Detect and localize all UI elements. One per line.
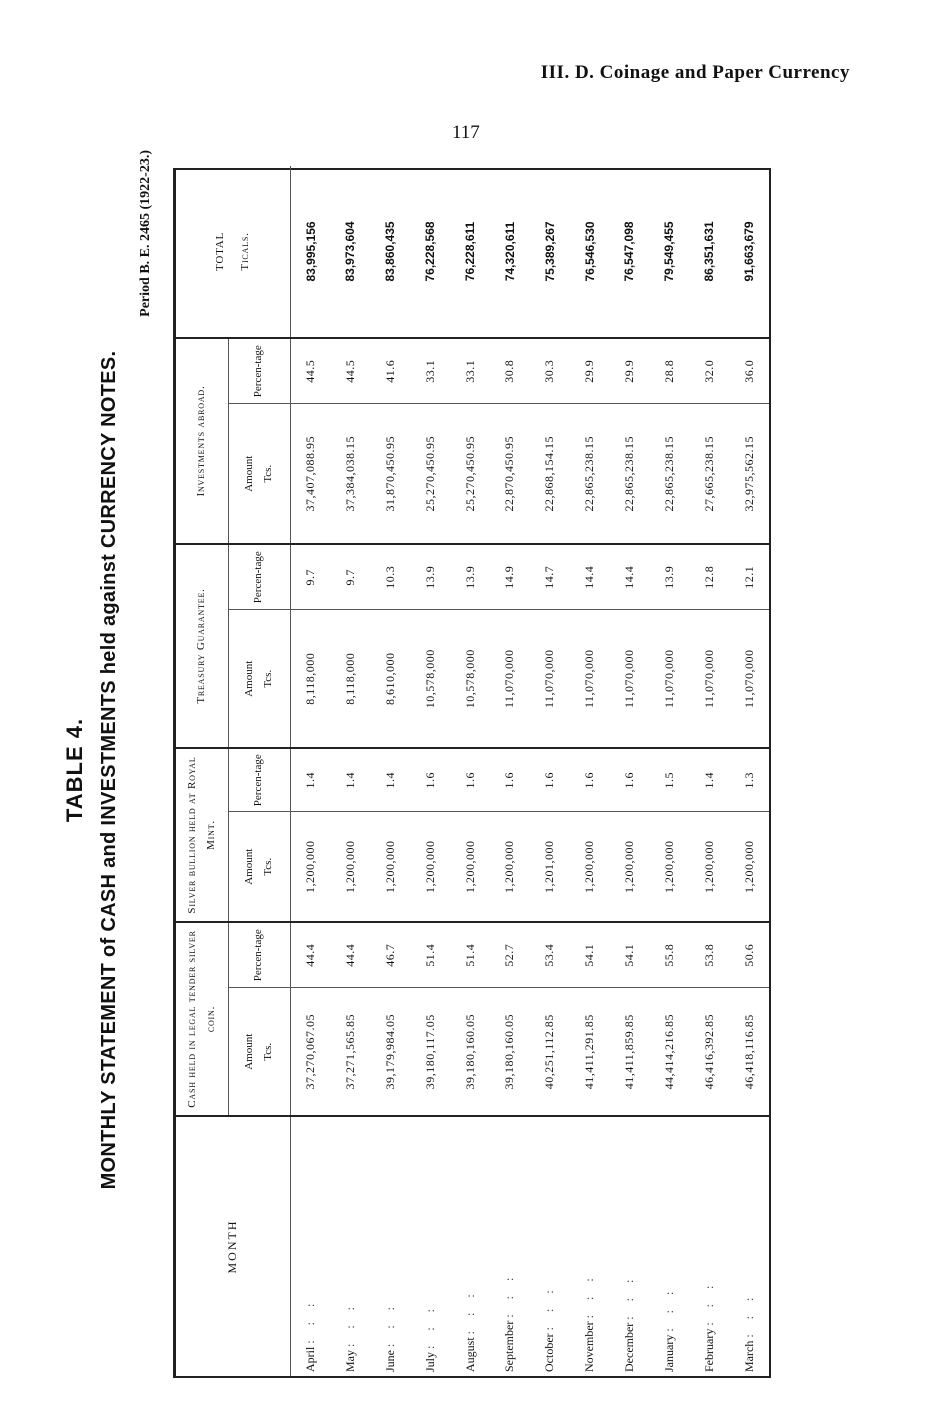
bullion-pct-cell: 1.6 bbox=[410, 748, 450, 812]
table-row bbox=[729, 166, 769, 1376]
month-name: August bbox=[462, 1337, 477, 1372]
treasury-amount-cell: 8,118,000 bbox=[331, 610, 371, 748]
leader-dots: : : : bbox=[303, 1297, 318, 1344]
treasury-amount-cell: 8,118,000 bbox=[290, 610, 331, 748]
investments-amount-cell: 22,865,238.15 bbox=[649, 404, 689, 544]
leader-dots: : : : bbox=[502, 1271, 517, 1318]
investments-pct-cell: 33.1 bbox=[450, 338, 490, 404]
treasury-amount-cell: 11,070,000 bbox=[689, 610, 729, 748]
header-cash-amount bbox=[228, 988, 290, 1116]
treasury-pct-cell: 9.7 bbox=[290, 544, 331, 610]
table-row bbox=[649, 166, 689, 1376]
month-cell bbox=[331, 1116, 371, 1376]
bullion-pct-cell: 1.6 bbox=[609, 748, 649, 812]
bullion-pct-cell: 1.6 bbox=[570, 748, 610, 812]
investments-pct-cell: 28.8 bbox=[649, 338, 689, 404]
bullion-pct-cell: 1.5 bbox=[649, 748, 689, 812]
treasury-amount-cell: 10,578,000 bbox=[450, 610, 490, 748]
bullion-pct-cell: 1.6 bbox=[530, 748, 570, 812]
total-cell: 83,973,604 bbox=[343, 221, 358, 282]
cash-amount-cell: 40,251,112.85 bbox=[530, 988, 570, 1116]
header-unit-label: Tcs. bbox=[262, 857, 274, 876]
total-cell: 76,228,568 bbox=[423, 221, 438, 282]
cash-amount-cell: 46,418,116.85 bbox=[729, 988, 769, 1116]
header-total-unit: Ticals. bbox=[238, 232, 251, 271]
leader-dots: : : : bbox=[382, 1300, 397, 1347]
leader-dots: : : : bbox=[582, 1272, 597, 1319]
month-cell bbox=[410, 1116, 450, 1376]
header-unit-label: Tcs. bbox=[262, 669, 274, 688]
table-number: TABLE 4. bbox=[62, 717, 87, 823]
cash-pct-cell: 53.8 bbox=[689, 922, 729, 988]
month-name: February bbox=[701, 1328, 716, 1372]
bullion-pct-cell: 1.6 bbox=[450, 748, 490, 812]
month-name: November bbox=[582, 1321, 597, 1372]
month-name: January bbox=[661, 1334, 676, 1372]
header-treasury-percentage: Percen-tage bbox=[228, 544, 290, 610]
header-unit-label: Tcs. bbox=[262, 1042, 274, 1061]
header-amount-label: Amount bbox=[242, 455, 255, 492]
bullion-amount-cell: 1,201,000 bbox=[530, 812, 570, 922]
treasury-pct-cell: 13.9 bbox=[410, 544, 450, 610]
header-cash: Cash held in legal tender silver coin. bbox=[176, 922, 228, 1116]
treasury-pct-cell: 10.3 bbox=[370, 544, 410, 610]
cash-pct-cell: 46.7 bbox=[370, 922, 410, 988]
cash-pct-cell: 55.8 bbox=[649, 922, 689, 988]
table-row bbox=[290, 166, 331, 1376]
rotated-table-block bbox=[60, 150, 800, 1390]
total-cell: 91,663,679 bbox=[742, 221, 756, 282]
table-frame bbox=[173, 168, 771, 1378]
leader-dots: : : : bbox=[661, 1285, 676, 1332]
month-name: September bbox=[502, 1320, 517, 1372]
cash-amount-cell: 39,180,117.05 bbox=[410, 988, 450, 1116]
treasury-amount-cell: 8,610,000 bbox=[370, 610, 410, 748]
investments-amount-cell: 25,270,450.95 bbox=[410, 404, 450, 544]
bullion-amount-cell: 1,200,000 bbox=[290, 812, 331, 922]
header-unit-label: Tcs. bbox=[262, 464, 274, 483]
total-cell: 76,228,611 bbox=[463, 221, 478, 282]
table-row bbox=[450, 166, 490, 1376]
treasury-pct-cell: 12.1 bbox=[729, 544, 769, 610]
treasury-pct-cell: 14.4 bbox=[570, 544, 610, 610]
header-investments: Investments abroad. bbox=[176, 338, 228, 544]
month-cell bbox=[290, 1116, 331, 1376]
investments-pct-cell: 30.3 bbox=[530, 338, 570, 404]
leader-dots: : : : bbox=[422, 1302, 437, 1349]
total-cell: 74,320,611 bbox=[502, 221, 517, 282]
header-bullion-amount bbox=[228, 812, 290, 922]
treasury-amount-cell: 10,578,000 bbox=[410, 610, 450, 748]
cash-pct-cell: 44.4 bbox=[290, 922, 331, 988]
treasury-amount-cell: 11,070,000 bbox=[649, 610, 689, 748]
bullion-pct-cell: 1.6 bbox=[490, 748, 530, 812]
month-name: June bbox=[382, 1350, 397, 1372]
header-cash-percentage: Percen-tage bbox=[228, 922, 290, 988]
page-number: 117 bbox=[452, 122, 480, 143]
treasury-pct-cell: 13.9 bbox=[450, 544, 490, 610]
header-amount-label: Amount bbox=[242, 848, 255, 885]
cash-amount-cell: 39,180,160.05 bbox=[450, 988, 490, 1116]
header-bullion-percentage: Percen-tage bbox=[228, 748, 290, 812]
month-cell bbox=[370, 1116, 410, 1376]
cash-amount-cell: 37,270,067.05 bbox=[290, 988, 331, 1116]
investments-pct-cell: 29.9 bbox=[609, 338, 649, 404]
cash-amount-cell: 44,414,216.85 bbox=[649, 988, 689, 1116]
month-name: May bbox=[342, 1350, 357, 1372]
total-cell: 83,860,435 bbox=[383, 221, 398, 282]
bullion-amount-cell: 1,200,000 bbox=[490, 812, 530, 922]
investments-amount-cell: 22,865,238.15 bbox=[570, 404, 610, 544]
cash-amount-cell: 37,271,565.85 bbox=[331, 988, 371, 1116]
bullion-amount-cell: 1,200,000 bbox=[729, 812, 769, 922]
leader-dots: : : : bbox=[542, 1284, 557, 1331]
leader-dots: : : : bbox=[462, 1288, 477, 1335]
bullion-amount-cell: 1,200,000 bbox=[370, 812, 410, 922]
month-cell bbox=[450, 1116, 490, 1376]
period-label: Period B. E. 2465 (1922-23.) bbox=[138, 150, 153, 317]
header-amount-label: Amount bbox=[242, 660, 255, 697]
header-investments-amount bbox=[228, 404, 290, 544]
investments-pct-cell: 32.0 bbox=[689, 338, 729, 404]
treasury-pct-cell: 14.4 bbox=[609, 544, 649, 610]
bullion-amount-cell: 1,200,000 bbox=[570, 812, 610, 922]
month-name: July bbox=[422, 1351, 437, 1372]
cash-pct-cell: 51.4 bbox=[410, 922, 450, 988]
bullion-amount-cell: 1,200,000 bbox=[689, 812, 729, 922]
table-row bbox=[410, 166, 450, 1376]
running-head: III. D. Coinage and Paper Currency bbox=[540, 62, 850, 83]
investments-pct-cell: 44.5 bbox=[290, 338, 331, 404]
header-amount-label: Amount bbox=[242, 1033, 255, 1070]
investments-amount-cell: 37,384,038.15 bbox=[331, 404, 371, 544]
investments-amount-cell: 37,407,088.95 bbox=[290, 404, 331, 544]
month-name: April bbox=[303, 1346, 318, 1372]
total-cell: 86,351,631 bbox=[702, 221, 717, 282]
month-cell bbox=[689, 1116, 729, 1376]
month-name: March bbox=[741, 1340, 756, 1372]
table-row bbox=[331, 166, 371, 1376]
investments-pct-cell: 36.0 bbox=[729, 338, 769, 404]
month-name: December bbox=[621, 1322, 636, 1372]
cash-amount-cell: 39,180,160.05 bbox=[490, 988, 530, 1116]
leader-dots: : : : bbox=[741, 1291, 756, 1338]
treasury-amount-cell: 11,070,000 bbox=[609, 610, 649, 748]
month-cell bbox=[649, 1116, 689, 1376]
table-row bbox=[530, 166, 570, 1376]
investments-amount-cell: 27,665,238.15 bbox=[689, 404, 729, 544]
table-row bbox=[689, 166, 729, 1376]
treasury-amount-cell: 11,070,000 bbox=[729, 610, 769, 748]
cash-pct-cell: 54.1 bbox=[609, 922, 649, 988]
bullion-pct-cell: 1.4 bbox=[290, 748, 331, 812]
header-total-col bbox=[176, 166, 290, 338]
treasury-pct-cell: 9.7 bbox=[331, 544, 371, 610]
treasury-amount-cell: 11,070,000 bbox=[530, 610, 570, 748]
treasury-pct-cell: 14.7 bbox=[530, 544, 570, 610]
investments-amount-cell: 32,975,562.15 bbox=[729, 404, 769, 544]
investments-amount-cell: 22,865,238.15 bbox=[609, 404, 649, 544]
table-row bbox=[570, 166, 610, 1376]
cash-pct-cell: 53.4 bbox=[530, 922, 570, 988]
cash-amount-cell: 41,411,291.85 bbox=[570, 988, 610, 1116]
total-cell: 79,549,455 bbox=[662, 221, 677, 282]
treasury-pct-cell: 12.8 bbox=[689, 544, 729, 610]
header-month: MONTH bbox=[176, 1116, 290, 1376]
investments-amount-cell: 25,270,450.95 bbox=[450, 404, 490, 544]
month-cell bbox=[530, 1116, 570, 1376]
investments-amount-cell: 22,868,154.15 bbox=[530, 404, 570, 544]
cash-pct-cell: 52.7 bbox=[490, 922, 530, 988]
cash-pct-cell: 50.6 bbox=[729, 922, 769, 988]
treasury-pct-cell: 13.9 bbox=[649, 544, 689, 610]
investments-pct-cell: 29.9 bbox=[570, 338, 610, 404]
bullion-pct-cell: 1.4 bbox=[331, 748, 371, 812]
cash-amount-cell: 41,411,859.85 bbox=[609, 988, 649, 1116]
table-row bbox=[609, 166, 649, 1376]
bullion-amount-cell: 1,200,000 bbox=[609, 812, 649, 922]
header-treasury: Treasury Guarantee. bbox=[176, 544, 228, 748]
bullion-amount-cell: 1,200,000 bbox=[649, 812, 689, 922]
total-cell: 83,995,156 bbox=[303, 221, 318, 282]
header-treasury-amount bbox=[228, 610, 290, 748]
table-title: MONTHLY STATEMENT of CASH and INVESTMENTS held against CURRENCY NOTES. bbox=[98, 350, 120, 1190]
investments-pct-cell: 44.5 bbox=[331, 338, 371, 404]
bullion-amount-cell: 1,200,000 bbox=[331, 812, 371, 922]
investments-pct-cell: 41.6 bbox=[370, 338, 410, 404]
treasury-amount-cell: 11,070,000 bbox=[570, 610, 610, 748]
month-cell bbox=[490, 1116, 530, 1376]
bullion-pct-cell: 1.3 bbox=[729, 748, 769, 812]
bullion-amount-cell: 1,200,000 bbox=[410, 812, 450, 922]
total-cell: 75,389,267 bbox=[542, 221, 557, 282]
month-cell bbox=[570, 1116, 610, 1376]
monthly-statement-table bbox=[176, 166, 769, 1376]
investments-amount-cell: 31,870,450.95 bbox=[370, 404, 410, 544]
cash-pct-cell: 54.1 bbox=[570, 922, 610, 988]
table-row bbox=[370, 166, 410, 1376]
leader-dots: : : : bbox=[621, 1273, 636, 1320]
bullion-amount-cell: 1,200,000 bbox=[450, 812, 490, 922]
month-name: October bbox=[542, 1333, 557, 1372]
header-investments-percentage: Percen-tage bbox=[228, 338, 290, 404]
header-total: TOTAL bbox=[214, 231, 227, 271]
month-cell bbox=[729, 1116, 769, 1376]
total-cell: 76,547,098 bbox=[622, 221, 637, 282]
treasury-amount-cell: 11,070,000 bbox=[490, 610, 530, 748]
table-row bbox=[490, 166, 530, 1376]
header-bullion: Silver bullion held at Royal Mint. bbox=[176, 748, 228, 922]
total-cell: 76,546,530 bbox=[582, 221, 597, 282]
cash-pct-cell: 44.4 bbox=[331, 922, 371, 988]
treasury-pct-cell: 14.9 bbox=[490, 544, 530, 610]
cash-amount-cell: 39,179,984.05 bbox=[370, 988, 410, 1116]
leader-dots: : : : bbox=[342, 1300, 357, 1347]
investments-pct-cell: 33.1 bbox=[410, 338, 450, 404]
month-cell bbox=[609, 1116, 649, 1376]
bullion-pct-cell: 1.4 bbox=[370, 748, 410, 812]
leader-dots: : : : bbox=[701, 1279, 716, 1326]
investments-amount-cell: 22,870,450.95 bbox=[490, 404, 530, 544]
cash-amount-cell: 46,416,392.85 bbox=[689, 988, 729, 1116]
bullion-pct-cell: 1.4 bbox=[689, 748, 729, 812]
cash-pct-cell: 51.4 bbox=[450, 922, 490, 988]
investments-pct-cell: 30.8 bbox=[490, 338, 530, 404]
